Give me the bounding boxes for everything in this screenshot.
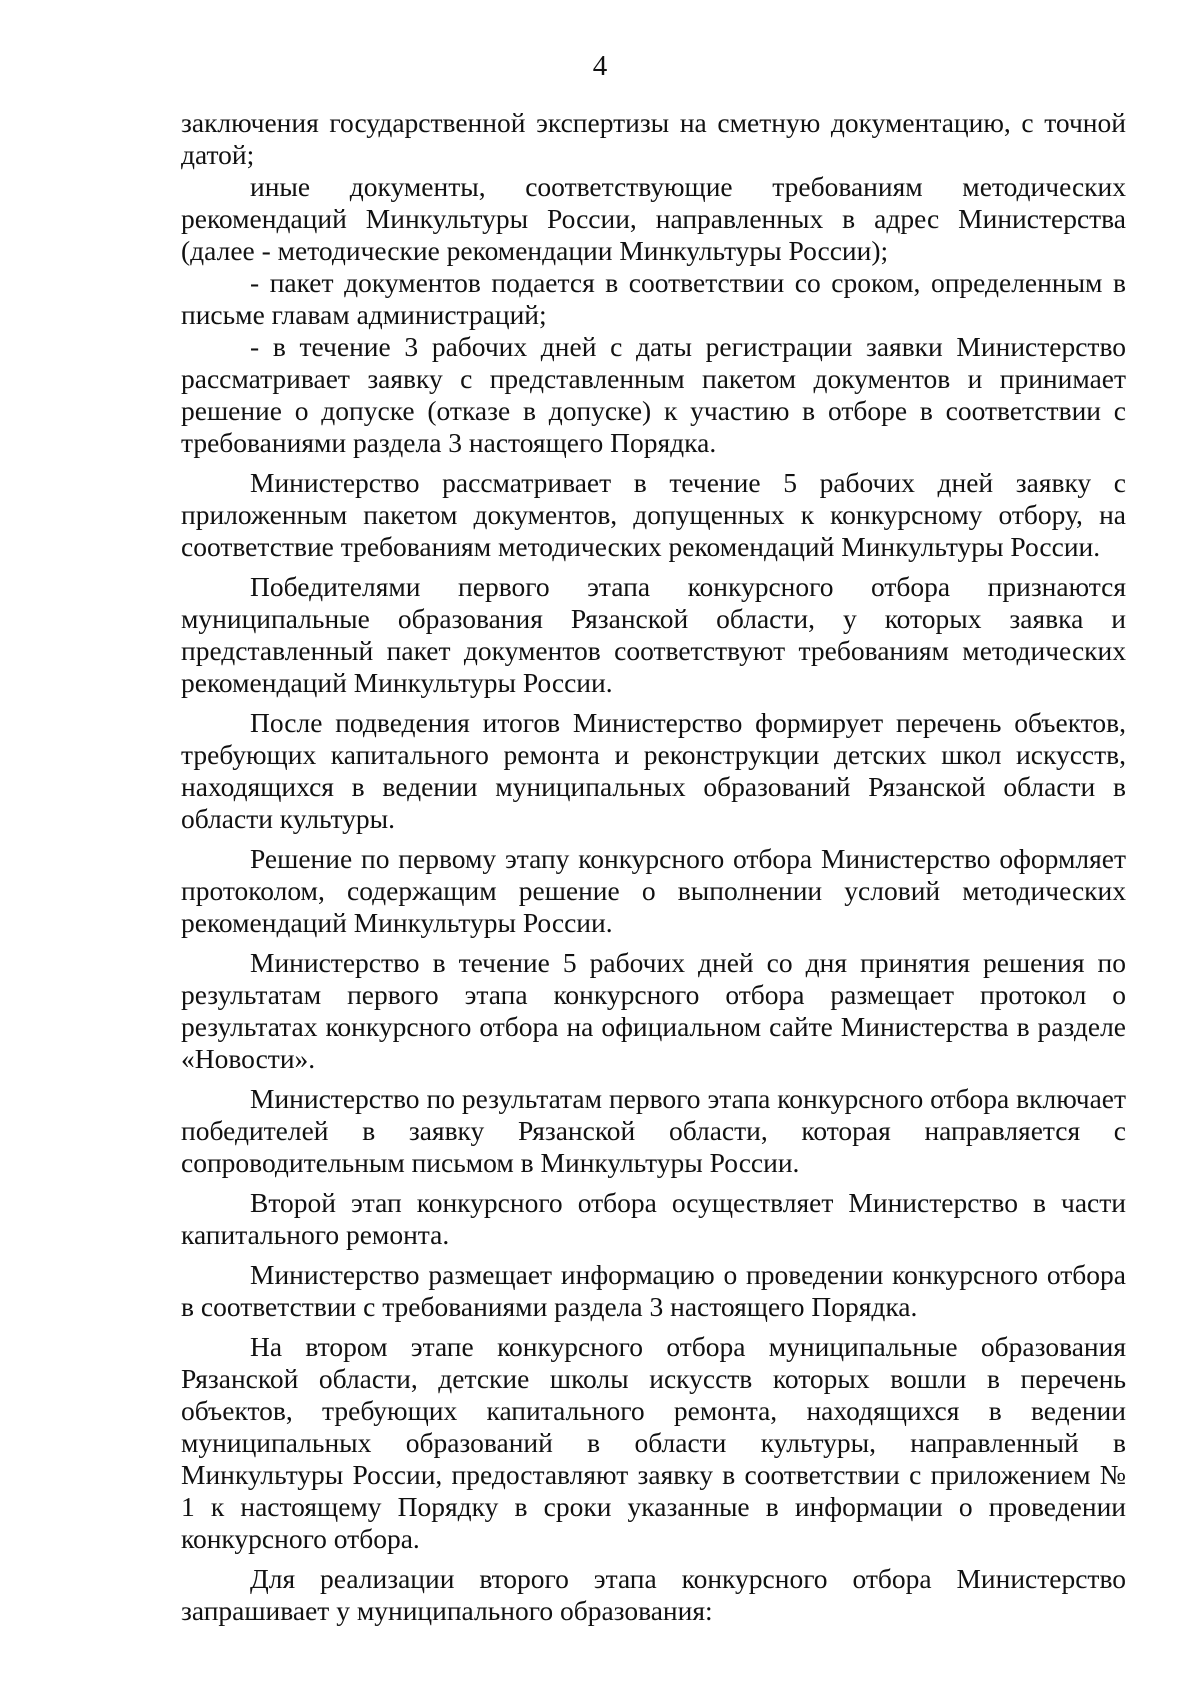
paragraph-5: Министерство рассматривает в течение 5 рабочих дней заявку с приложенным пакетом документов, допущенных к конкурсному отбору, на соответствие требованиям методических рекомендаций Минкультуры России. [181,467,1126,562]
paragraph-1: заключения государственной экспертизы на сметную документацию, с точной датой; [181,107,1126,170]
paragraph-13: На втором этапе конкурсного отбора муниципальные образования Рязанской области, детские школы искусств которых вошли в перечень объектов, требующих капитального ремонта, находящихся в ведении муниципальных образований в области культуры, направленный в Минкультуры России, предоставляют заявку в соответствии с приложением № 1 к настоящему Порядку в сроки указанные в информации о проведении конкурсного отбора. [181,1331,1126,1554]
paragraph-7: После подведения итогов Министерство формирует перечень объектов, требующих капитального ремонта и реконструкции детских школ искусств, находящихся в ведении муниципальных образований Рязанской области в области культуры. [181,707,1126,834]
paragraph-14: Для реализации второго этапа конкурсного отбора Министерство запрашивает у муниципального образования: [181,1563,1126,1626]
paragraph-2: иные документы, соответствующие требованиям методических рекомендаций Минкультуры России, направленных в адрес Министерства (далее - методические рекомендации Минкультуры России); [181,171,1126,266]
paragraph-11: Второй этап конкурсного отбора осуществляет Министерство в части капитального ремонта. [181,1187,1126,1250]
paragraph-3: - пакет документов подается в соответствии со сроком, определенным в письме главам администраций; [181,267,1126,330]
paragraph-9: Министерство в течение 5 рабочих дней со дня принятия решения по результатам первого этапа конкурсного отбора размещает протокол о результатах конкурсного отбора на официальном сайте Министерства в разделе «Новости». [181,947,1126,1074]
paragraph-8: Решение по первому этапу конкурсного отбора Министерство оформляет протоколом, содержащим решение о выполнении условий методических рекомендаций Минкультуры России. [181,843,1126,938]
paragraph-12: Министерство размещает информацию о проведении конкурсного отбора в соответствии с требованиями раздела 3 настоящего Порядка. [181,1259,1126,1322]
page-number: 4 [592,50,608,82]
paragraph-6: Победителями первого этапа конкурсного отбора признаются муниципальные образования Рязанской области, у которых заявка и представленный пакет документов соответствуют требованиям методических рекомендаций Минкультуры России. [181,571,1126,698]
paragraph-4: - в течение 3 рабочих дней с даты регистрации заявки Министерство рассматривает заявку с представленным пакетом документов и принимает решение о допуске (отказе в допуске) к участию в отборе в соответствии с требованиями раздела 3 настоящего Порядка. [181,331,1126,458]
paragraph-10: Министерство по результатам первого этапа конкурсного отбора включает победителей в заявку Рязанской области, которая направляется с сопроводительным письмом в Минкультуры России. [181,1083,1126,1178]
document-body [181,107,1126,1627]
